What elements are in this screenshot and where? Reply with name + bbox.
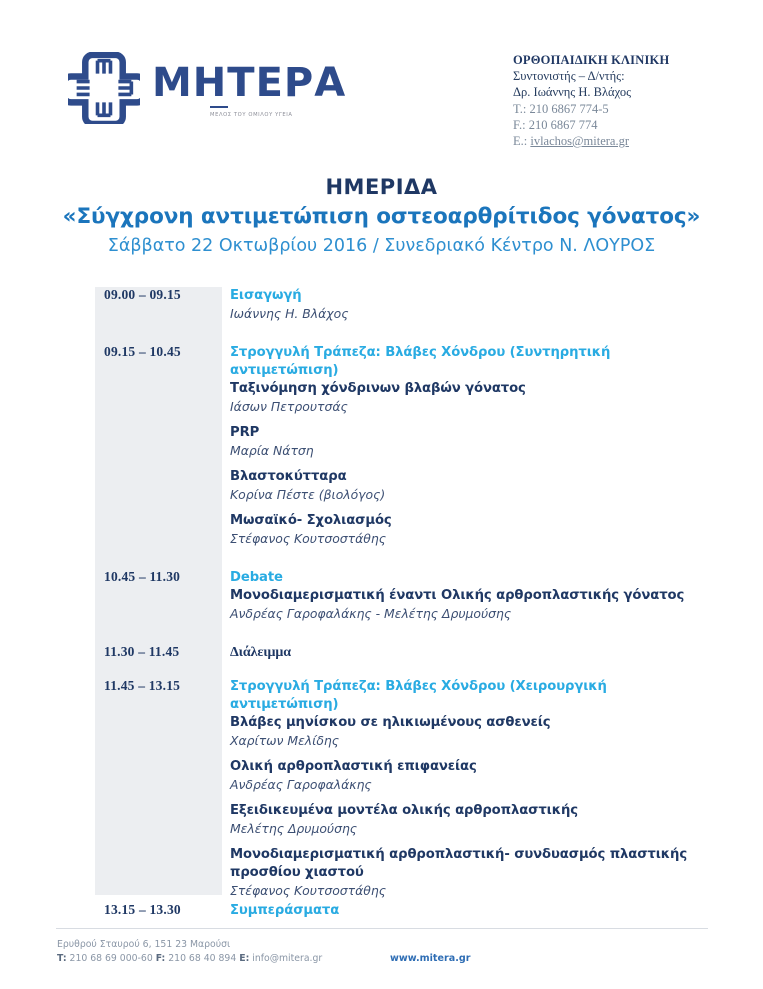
- program-entry-content: [222, 344, 715, 547]
- email-label: Ε.:: [513, 134, 528, 149]
- clinic-name: ΟΡΘΟΠΑΙΔΙΚΗ ΚΛΙΝΙΚΗ: [513, 53, 670, 67]
- session-heading: Στρογγυλή Τράπεζα: Βλάβες Χόνδρου (Συντηρητική αντιμετώπιση): [230, 345, 611, 378]
- mitera-cross-logo-icon: [68, 52, 140, 124]
- program-time-slot: 11.30 – 11.45: [104, 644, 180, 659]
- speaker-name: Ανδρέας Γαροφαλάκης - Μελέτης Δρυμούσης: [230, 606, 512, 621]
- row-spacer: [95, 622, 715, 644]
- logo-divider: [210, 106, 228, 108]
- presentation-title: Βλαστοκύτταρα: [230, 469, 347, 484]
- footer-contact-line: [57, 952, 717, 966]
- program-row: [95, 344, 715, 547]
- speaker-name: Ιωάννης Η. Βλάχος: [230, 306, 349, 321]
- program-row: [95, 902, 715, 920]
- program-row: [95, 678, 715, 899]
- speaker-name: Χαρίτων Μελίδης: [230, 733, 340, 748]
- document-header: [0, 44, 763, 154]
- presentation-title: Εξειδικευμένα μοντέλα ολικής αρθροπλαστικής: [230, 803, 578, 818]
- presentation-title: Ταξινόμηση χόνδρινων βλαβών γόνατος: [230, 381, 526, 396]
- event-kicker: ΗΜΕΡΙΔΑ: [325, 175, 438, 199]
- program-entry-content: [222, 569, 715, 622]
- speaker-name: Κορίνα Πέστε (βιολόγος): [230, 487, 386, 502]
- program-time-slot: 09.00 – 09.15: [104, 287, 181, 302]
- fax-label: F.:: [513, 117, 526, 132]
- logo-tagline: ΜΕΛΟΣ ΤΟΥ ΟΜΙΛΟΥ ΥΓΕΙΑ: [210, 111, 293, 118]
- footer-email-value: info@mitera.gr: [252, 953, 323, 964]
- presentation-title: Βλάβες μηνίσκου σε ηλικιωμένους ασθενείς: [230, 715, 551, 730]
- session-heading: Debate: [230, 570, 283, 585]
- event-subtitle: Σάββατο 22 Οκτωβρίου 2016 / Συνεδριακό Κέντρο Ν. ΛΟΥΡΟΣ: [107, 236, 656, 256]
- program-entry-content: [222, 644, 715, 662]
- footer-email-label: E:: [239, 953, 250, 964]
- event-title-block: [0, 174, 763, 258]
- email-link[interactable]: ivlachos@mitera.gr: [530, 134, 629, 149]
- program-entry-content: [222, 902, 715, 920]
- footer-website-link[interactable]: www.mitera.gr: [390, 953, 471, 964]
- event-title: «Σύγχρονη αντιμετώπιση οστεοαρθρίτιδος γόνατος»: [62, 204, 701, 229]
- program-schedule: [95, 287, 715, 920]
- break-label: Διάλειμμα: [230, 645, 291, 660]
- footer-phone-label: T:: [57, 953, 67, 964]
- phone-label: Τ.:: [513, 101, 527, 116]
- footer-fax-value: 210 68 40 894: [168, 953, 237, 964]
- row-spacer: [95, 662, 715, 678]
- clinic-fax-line: [513, 117, 669, 133]
- program-row: [95, 644, 715, 662]
- coordinator-role: Συντονιστής – Δ/ντής:: [513, 69, 625, 84]
- speaker-name: Μαρία Νάτση: [230, 443, 314, 458]
- presentation-title: Μωσαϊκό- Σχολιασμός: [230, 513, 392, 528]
- footer-divider: [56, 928, 708, 929]
- speaker-name: Στέφανος Κουτσοστάθης: [230, 531, 386, 546]
- program-time-slot: 10.45 – 11.30: [104, 569, 181, 584]
- logo-wordmark: ΜΗΤΕΡΑ: [152, 59, 347, 106]
- clinic-email-line: [513, 133, 669, 149]
- presentation-title: Μονοδιαμερισματική αρθροπλαστική- συνδυασμός πλαστικής προσθίου χιαστού: [230, 847, 688, 880]
- presentation-title: Ολική αρθροπλαστική επιφανείας: [230, 759, 477, 774]
- coordinator-name: Δρ. Ιωάννης Η. Βλάχος: [513, 85, 632, 100]
- session-heading: Στρογγυλή Τράπεζα: Βλάβες Χόνδρου (Χειρουργική αντιμετώπιση): [230, 679, 607, 712]
- speaker-name: Ιάσων Πετρουτσάς: [230, 399, 348, 414]
- session-heading: Εισαγωγή: [230, 288, 302, 303]
- speaker-name: Ανδρέας Γαροφαλάκης: [230, 777, 372, 792]
- row-spacer: [95, 547, 715, 569]
- footer-address: Ερυθρού Σταυρού 6, 151 23 Μαρούσι: [57, 939, 231, 950]
- clinic-phone-line: [513, 101, 669, 117]
- program-row: [95, 569, 715, 622]
- mitera-logo: [68, 52, 346, 124]
- document-footer: [57, 938, 717, 966]
- footer-fax-label: F:: [155, 953, 166, 964]
- fax-value: 210 6867 774: [528, 117, 598, 132]
- speaker-name: Μελέτης Δρυμούσης: [230, 821, 358, 836]
- program-entry-content: [222, 678, 715, 899]
- program-time-slot: 09.15 – 10.45: [104, 344, 181, 359]
- speaker-name: Στέφανος Κουτσοστάθης: [230, 883, 386, 898]
- presentation-title: Μονοδιαμερισματική έναντι Ολικής αρθροπλαστικής γόνατος: [230, 588, 685, 603]
- row-spacer: [95, 322, 715, 344]
- program-time-slot: 11.45 – 13.15: [104, 678, 181, 693]
- program-time-slot: 13.15 – 13.30: [104, 902, 181, 917]
- clinic-contact-block: [513, 52, 669, 149]
- session-heading: Συμπεράσματα: [230, 903, 340, 918]
- footer-phone-value: 210 68 69 000-60: [69, 953, 153, 964]
- program-entry-content: [222, 287, 715, 322]
- presentation-title: PRP: [230, 425, 260, 440]
- phone-value: 210 6867 774-5: [529, 101, 609, 116]
- program-row: [95, 287, 715, 322]
- program-rows: [95, 287, 715, 920]
